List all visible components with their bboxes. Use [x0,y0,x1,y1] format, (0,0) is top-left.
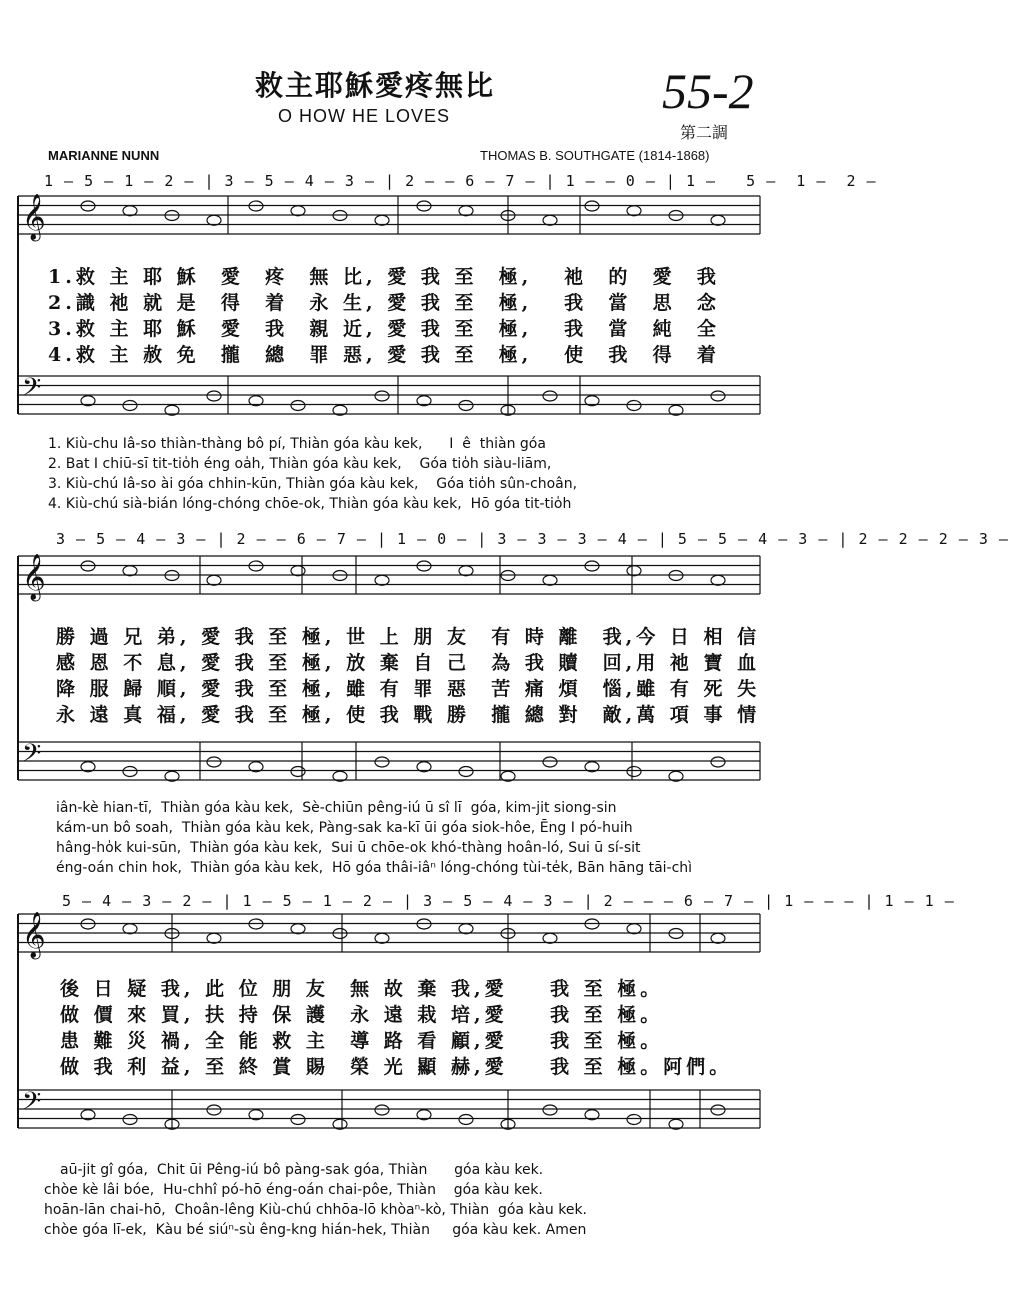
verse-2-zh-system-2: 感 恩 不 息, 愛 我 至 極, 放 棄 自 己 為 我 贖 回,用 祂 寶 血 [56,652,761,674]
tune-label: 第二調 [680,123,729,142]
note-head [291,206,305,216]
verse-2-poj-system-3: chòe kè lâi bóe, Hu-chhî pó-hō éng-oán chai-pôe, Thiàn góa kàu kek. [44,1182,543,1198]
hymn-title-english: O HOW HE LOVES [278,106,451,126]
note-head [123,767,137,777]
author-credit: THOMAS B. SOUTHGATE (1814-1868) [480,148,710,163]
bass-clef-icon: 𝄢 [22,373,42,408]
note-head [459,767,473,777]
note-head [543,391,557,401]
note-head [711,1105,725,1115]
verse-1-zh-system-1: 1.救 主 耶 穌 愛 疼 無 比, 愛 我 至 極, 祂 的 愛 我 [48,266,720,288]
verse-1-zh-system-2: 勝 過 兄 弟, 愛 我 至 極, 世 上 朋 友 有 時 離 我,今 日 相 信 [56,626,761,648]
bass-clef-icon: 𝄢 [22,739,42,774]
note-head [207,933,221,943]
note-head [375,391,389,401]
verse-2-zh-system-1: 2.識 祂 就 是 得 着 永 生, 愛 我 至 極, 我 當 思 念 [48,292,720,314]
note-head [123,566,137,576]
treble-clef-icon: 𝄞 [22,554,46,600]
note-head [375,575,389,585]
note-head [627,566,641,576]
verse-1-poj-system-2: iân-kè hian-tī, Thiàn góa kàu kek, Sè-chiūn pêng-iú ū sî lī góa, kim-jit siong-sin [56,800,617,816]
verse-4-poj-system-1: 4. Kiù-chú sià-bián lóng-chóng chōe-ok, Thiàn góa kàu kek, Hō góa tit-tio̍h [48,496,572,512]
verse-2-zh-system-3: 做 價 來 買, 扶 持 保 護 永 遠 栽 培,愛 我 至 極。 [60,1004,664,1026]
note-head [711,391,725,401]
note-head [543,215,557,225]
verse-2-poj-system-1: 2. Bat I chiū-sī tit-tio̍h éng oa̍h, Thiàn góa kàu kek, Góa tio̍h siàu-liām, [48,456,552,472]
note-head [375,215,389,225]
verse-3-poj-system-3: hoān-lān chai-hō, Choân-lêng Kiù-chú chhōa-lō khòaⁿ-kò, Thiàn góa kàu kek. [44,1202,587,1218]
note-head [543,1105,557,1115]
hymn-number: 55-2 [662,63,754,119]
note-head [291,767,305,777]
note-head [207,575,221,585]
verse-1-zh-system-3: 後 日 疑 我, 此 位 朋 友 無 故 棄 我,愛 我 至 極。 [60,978,664,1000]
note-head [459,206,473,216]
note-head [627,1115,641,1125]
verse-3-zh-system-1: 3.救 主 耶 穌 愛 我 親 近, 愛 我 至 極, 我 當 純 全 [48,318,720,340]
verse-1-poj-system-3: aū-jit gî góa, Chit ūi Pêng-iú bô pàng-sak góa, Thiàn góa kàu kek. [60,1162,544,1178]
note-head [459,1115,473,1125]
note-head [375,933,389,943]
hymn-title-chinese: 救主耶穌愛疼無比 [255,69,496,102]
note-head [543,757,557,767]
note-head [207,215,221,225]
verse-3-zh-system-3: 患 難 災 禍, 全 能 救 主 導 路 看 顧,愛 我 至 極。 [60,1030,664,1052]
note-head [459,924,473,934]
note-head [627,401,641,411]
verse-3-poj-system-1: 3. Kiù-chú Iâ-so ài góa chhin-kūn, Thiàn góa kàu kek, Góa tio̍h sûn-choân, [48,476,578,492]
note-head [123,206,137,216]
note-head [123,401,137,411]
note-head [375,757,389,767]
note-head [207,757,221,767]
note-head [123,924,137,934]
jianpu-line-2: 3 – 5 – 4 – 3 – | 2 – – 6 – 7 – | 1 – 0 – | 3 – 3 – 3 – 4 – | 5 – 5 – 4 – 3 – | 2 – 2 – 2 – 3 – [56,530,1009,548]
verse-4-zh-system-3: 做 我 利 益, 至 終 賞 賜 榮 光 顯 赫,愛 我 至 極。阿們。 [60,1056,733,1078]
note-head [123,1115,137,1125]
note-head [291,566,305,576]
note-head [627,206,641,216]
note-head [459,401,473,411]
treble-clef-icon: 𝄞 [22,912,46,958]
treble-clef-icon: 𝄞 [22,194,46,240]
verse-2-poj-system-2: kám-un bô soah, Thiàn góa kàu kek, Pàng-sak ka-kī ūi góa siok-hôe, Ēng I pó-huih [56,820,633,836]
verse-4-zh-system-2: 永 遠 真 福, 愛 我 至 極, 使 我 戰 勝 攏 總 對 敵,萬 項 事 情 [56,704,761,726]
note-head [459,566,473,576]
note-head [207,391,221,401]
verse-4-zh-system-1: 4.救 主 赦 免 攏 總 罪 惡, 愛 我 至 極, 使 我 得 着 [48,344,720,366]
note-head [711,933,725,943]
note-head [375,1105,389,1115]
note-head [291,401,305,411]
note-head [711,575,725,585]
composer-credit: MARIANNE NUNN [48,148,160,163]
verse-3-zh-system-2: 降 服 歸 順, 愛 我 至 極, 雖 有 罪 惡 苦 痛 煩 惱,雖 有 死 失 [56,678,761,700]
note-head [627,924,641,934]
note-head [207,1105,221,1115]
verse-4-poj-system-2: éng-oán chin hok, Thiàn góa kàu kek, Hō góa thâi-iâⁿ lóng-chóng tùi-te̍k, Bān hāng tāi-chì [56,860,693,876]
note-head [291,1115,305,1125]
note-head [543,575,557,585]
verse-4-poj-system-3: chòe góa lī-ek, Kàu bé siúⁿ-sù êng-kng hián-hek, Thiàn góa kàu kek. Amen [44,1222,587,1238]
note-head [711,215,725,225]
note-head [543,933,557,943]
bass-clef-icon: 𝄢 [22,1087,42,1122]
verse-3-poj-system-2: hâng-ho̍k kui-sūn, Thiàn góa kàu kek, Sui ū chōe-ok khó-thàng hoân-ló, Sui ū sí-sit [56,840,641,856]
note-head [711,757,725,767]
note-head [627,767,641,777]
jianpu-line-3: 5 – 4 – 3 – 2 – | 1 – 5 – 1 – 2 – | 3 – 5 – 4 – 3 – | 2 – – – 6 – 7 – | 1 – – – | 1 – 1 – [62,892,955,910]
verse-1-poj-system-1: 1. Kiù-chu Iâ-so thiàn-thàng bô pí, Thiàn góa kàu kek, I ê thiàn góa [48,436,546,452]
jianpu-line-1: 1 – 5 – 1 – 2 – | 3 – 5 – 4 – 3 – | 2 – – 6 – 7 – | 1 – – 0 – | 1 – 5 – 1 – 2 – [44,172,877,190]
note-head [291,924,305,934]
